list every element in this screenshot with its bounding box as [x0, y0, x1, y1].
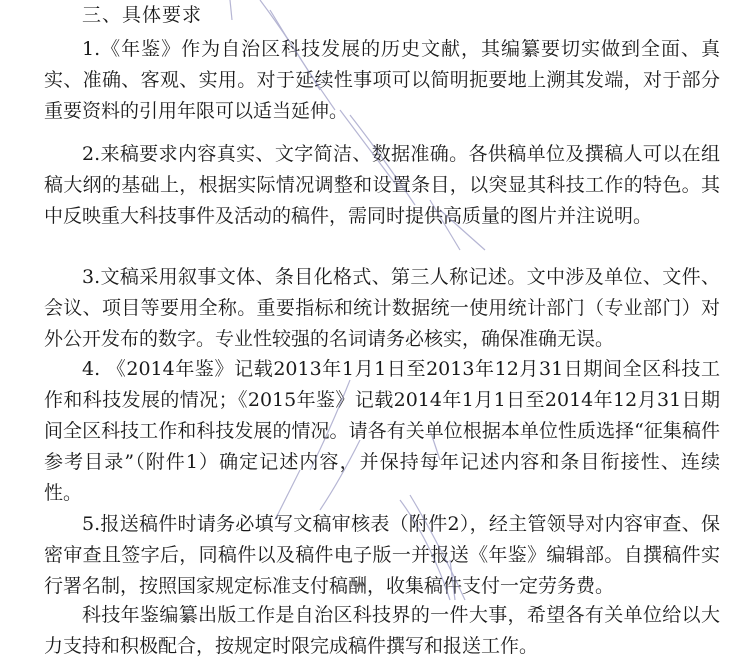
requirement-paragraph-2: 2.来稿要求内容真实、文字简洁、数据准确。各供稿单位及撰稿人可以在组稿大纲的基础上，根据实际情况调整和设置条目，以突显其科技工作的特色。其中反映重大科技事件及活动的稿件，需同时提供高质量的图片并注说明。	[44, 143, 720, 227]
requirement-paragraph-5: 5.报送稿件时请务必填写文稿审核表（附件2），经主管领导对内容审查、保密审查且签字后，同稿件以及稿件电子版一并报送《年鉴》编辑部。自撰稿件实行署名制，按照国家规定标准支付稿酬，收集稿件支付一定劳务费。	[44, 513, 720, 597]
requirement-paragraph-3: 3.文稿采用叙事文体、条目化格式、第三人称记述。文中涉及单位、文件、会议、项目等要用全称。重要指标和统计数据统一使用统计部门（专业部门）对外公开发布的数字。专业性较强的名词请务必核实，确保准确无误。	[44, 266, 720, 350]
requirement-paragraph-1: 1.《年鉴》作为自治区科技发展的历史文献，其编纂要切实做到全面、真实、准确、客观、实用。对于延续性事项可以简明扼要地上溯其发端，对于部分重要资料的引用年限可以适当延伸。	[44, 38, 720, 122]
section-heading: 三、具体要求	[82, 4, 203, 26]
requirement-paragraph-4: 4. 《2014年鉴》记载2013年1月1日至2013年12月31日期间全区科技工作和科技发展的情况；《2015年鉴》记载2014年1月1日至2014年12月31日期间全区科技工作和科技发展的情况。请各有关单位根据本单位性质选择“征集稿件参考目录”（附件1）确定记述内容，并保持每年记述内容和条目衔接性、连续性。	[44, 358, 720, 504]
closing-paragraph: 科技年鉴编纂出版工作是自治区科技界的一件大事，希望各有关单位给以大力支持和积极配合，按规定时限完成稿件撰写和报送工作。	[44, 604, 720, 657]
